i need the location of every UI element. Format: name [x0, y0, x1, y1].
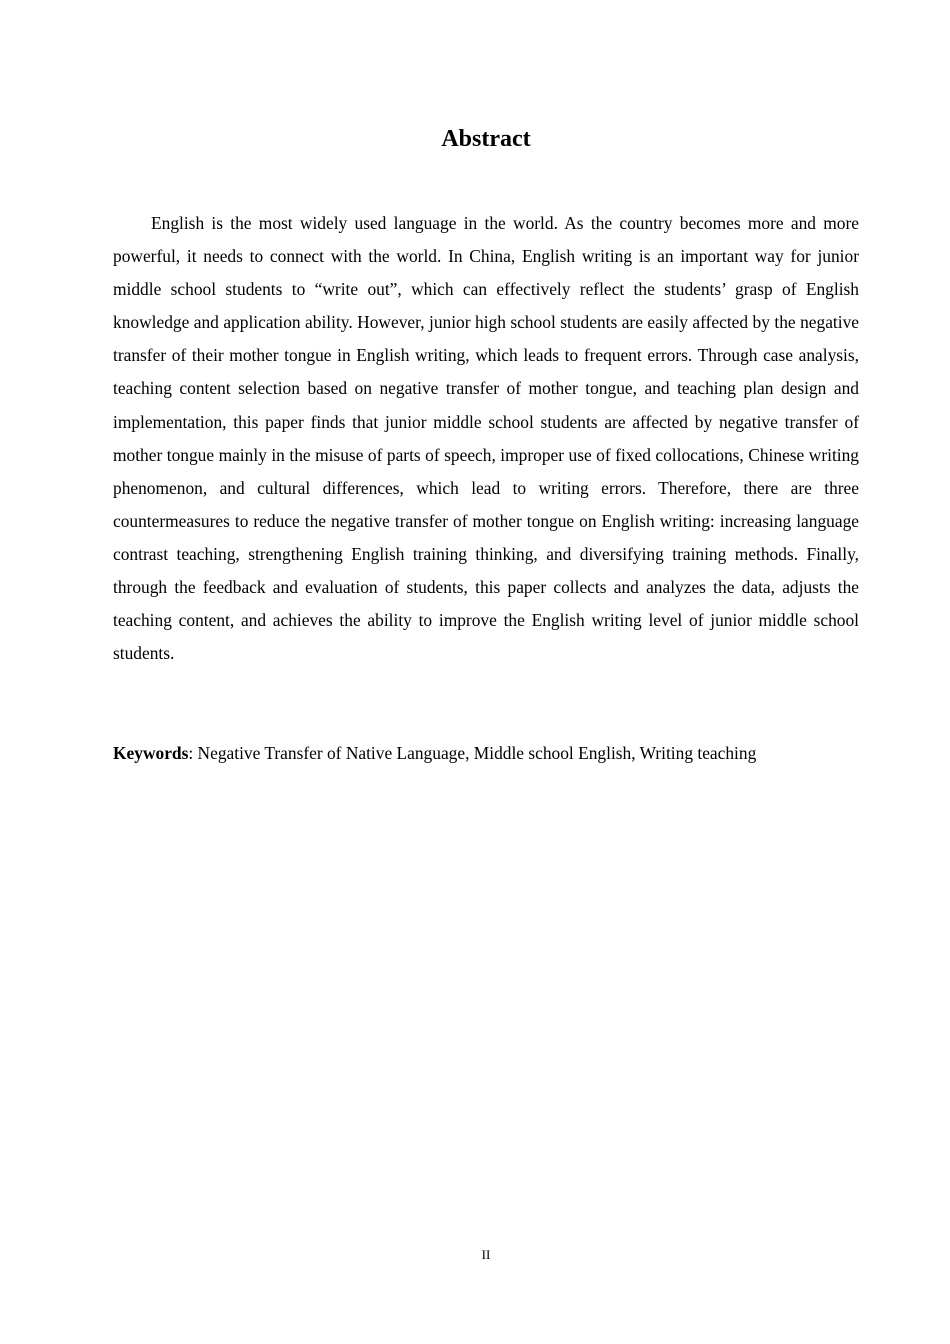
page-title: Abstract: [441, 126, 531, 152]
keywords-label: Keywords: [113, 743, 189, 763]
keywords-text: Negative Transfer of Native Language, Middle school English, Writing teaching: [197, 743, 757, 763]
page-number: II: [481, 1247, 491, 1262]
keywords-separator: :: [188, 743, 198, 763]
keywords-line: [113, 737, 873, 770]
abstract-paragraph: English is the most widely used language in the world. As the country becomes more and more powerful, it needs to connect with the world. In China, English writing is an important way for junior middle school students to “write out”, which can effectively reflect the students’ grasp of English knowledge and application ability. However, junior high school students are easily affected by the negative transfer of their mother tongue in English writing, which leads to frequent errors. Through case analysis, teaching content selection based on negative transfer of mother tongue, and teaching plan design and implementation, this paper finds that junior middle school students are affected by negative transfer of mother tongue mainly in the misuse of parts of speech, improper use of fixed collocations, Chinese writing phenomenon, and cultural differences, which lead to writing errors. Therefore, there are three countermeasures to reduce the negative transfer of mother tongue on English writing: increasing language contrast teaching, strengthening English training thinking, and diversifying training methods. Finally, through the feedback and evaluation of students, this paper collects and analyzes the data, adjusts the teaching content, and achieves the ability to improve the English writing level of junior middle school students.: [113, 213, 859, 664]
